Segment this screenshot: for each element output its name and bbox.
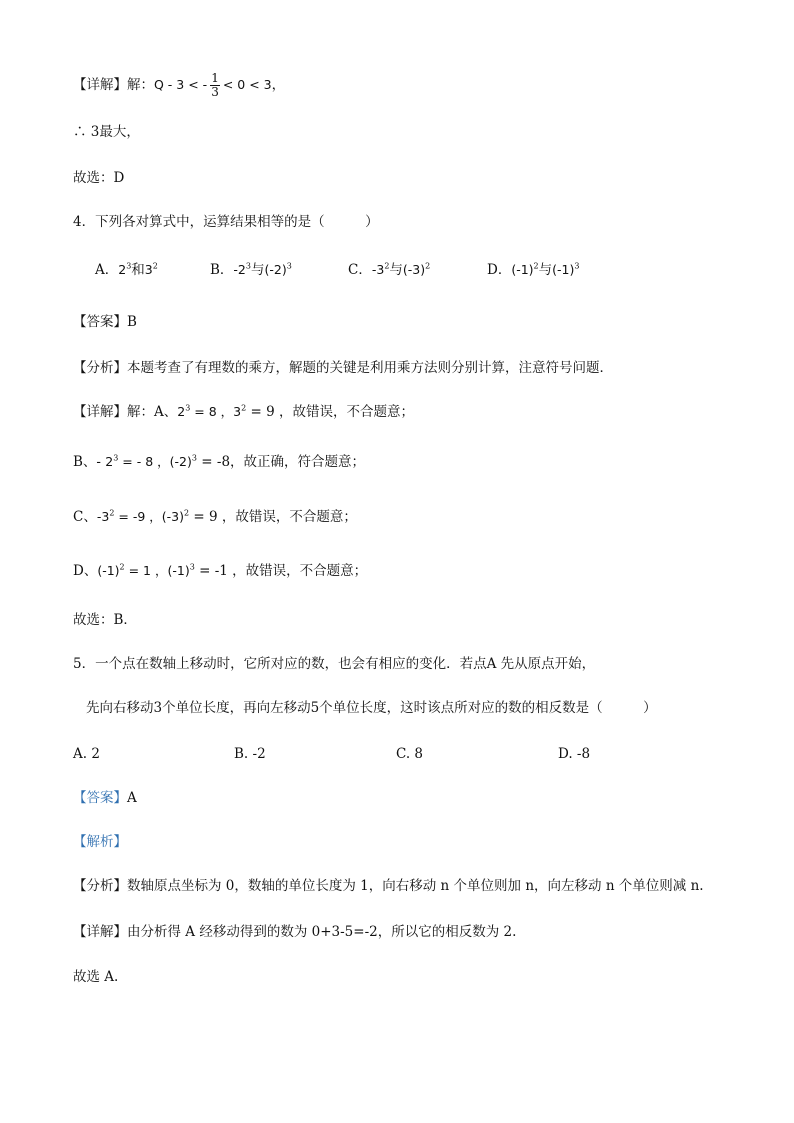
question-4-option-a	[95, 260, 158, 280]
detail-a-prefix: 解：A、	[127, 404, 178, 420]
detail-b-result1: = - 8 ，	[118, 454, 170, 469]
detail-a-base2: 3	[233, 404, 242, 419]
detail-d-exp1: 2	[119, 562, 125, 572]
detail-5	[73, 922, 516, 942]
fraction	[210, 72, 220, 99]
option-a-mid: 和	[131, 262, 145, 278]
option-c-exp2: 2	[425, 261, 431, 271]
question-5-stem-1: 5．一个点在数轴上移动时，它所对应的数，也会有相应的变化．若点A 先从原点开始，	[73, 656, 596, 672]
detail-c-result1: = -9 ，	[114, 509, 162, 524]
answer-tag: 【答案】	[73, 314, 127, 330]
therefore-symbol: ∴	[73, 124, 87, 140]
question-4-stem: 4．下列各对算式中，运算结果相等的是（ ）	[73, 214, 379, 230]
option-d-exp2: 3	[574, 261, 580, 271]
question-4-option-d	[487, 260, 579, 280]
option-b-exp1: 3	[245, 261, 251, 271]
parse-5	[73, 832, 127, 852]
option-d-paren2: (-1)	[552, 262, 575, 277]
detail-tag: 【详解】	[73, 924, 127, 940]
question-5-option-c: C. 8	[396, 746, 424, 762]
detail-b-exp2: 3	[191, 453, 197, 463]
answer-5	[73, 788, 137, 808]
detail-d-prefix: D、	[73, 563, 98, 579]
analysis-4	[73, 358, 613, 378]
option-b-exp2: 3	[286, 261, 292, 271]
detail-tag: 【详解】	[73, 77, 127, 93]
question-4-option-b	[210, 260, 292, 280]
detail-text: 由分析得 A 经移动得到的数为 0+3-5=-2，所以它的相反数为 2.	[127, 924, 517, 940]
option-b-paren: (-2)	[264, 262, 287, 277]
detail-c-exp1: 2	[109, 508, 115, 518]
analysis-text: 本题考查了有理数的乘方，解题的关键是利用乘方法则分别计算，注意符号问题．	[127, 360, 613, 376]
analysis-tag: 【分析】	[73, 878, 127, 894]
choose-5: 故选 A.	[73, 969, 119, 985]
conclusion-text: 3最大，	[86, 124, 140, 140]
detail-b-base1: 2	[105, 454, 114, 469]
option-d-mid: 与	[538, 262, 553, 278]
detail-line-prev	[73, 72, 285, 99]
option-c-base1: -3	[371, 262, 385, 277]
answer-value: B	[127, 314, 137, 330]
detail-4-c	[73, 507, 357, 527]
comma: ，	[271, 77, 286, 93]
option-c-mid: 与	[389, 262, 403, 278]
detail-tag: 【详解】	[73, 404, 127, 420]
detail-d-paren1: (-1)	[97, 563, 120, 578]
detail-d-exp2: 3	[189, 562, 195, 572]
detail-a-result2: = 9 ，故错误，不合题意；	[246, 404, 414, 420]
option-c-paren: (-3)	[402, 262, 426, 277]
detail-d-result2: = -1 ，故错误，不合题意；	[194, 563, 368, 579]
detail-a-base1: 2	[177, 404, 186, 419]
question-5-option-d: D. -8	[558, 746, 591, 762]
option-c-label: C．	[348, 262, 372, 278]
conclusion-line	[73, 122, 140, 142]
detail-4-b	[73, 452, 365, 472]
answer-4	[73, 312, 137, 332]
detail-d-paren2: (-1)	[167, 563, 190, 578]
parse-tag: 【解析】	[73, 834, 127, 850]
option-d-label: D．	[487, 262, 512, 278]
detail-d-result1: = 1 ，	[124, 563, 168, 578]
detail-c-prefix: C、	[73, 509, 97, 525]
detail-b-paren: (-2)	[169, 454, 192, 469]
detail-text: 解：	[127, 77, 154, 93]
detail-c-paren: (-3)	[161, 509, 184, 524]
analysis-text: 数轴原点坐标为 0，数轴的单位长度为 1，向右移动 n 个单位则加 n，向左移动 n 个单位则减 n.	[127, 878, 704, 894]
detail-c-exp2: 2	[183, 508, 190, 518]
option-b-label: B．	[210, 262, 234, 278]
detail-b-exp1: 3	[113, 453, 119, 463]
option-d-exp1: 2	[533, 261, 539, 271]
detail-4-d	[73, 561, 367, 581]
analysis-5	[73, 876, 704, 896]
answer-value: A	[127, 790, 137, 806]
question-5-stem-2: 先向右移动3个单位长度，再向左移动5个单位长度，这时该点所对应的数的相反数是（ ）	[86, 700, 657, 716]
detail-4-a	[73, 402, 414, 422]
option-a-base1: 2	[118, 262, 127, 277]
analysis-tag: 【分析】	[73, 360, 127, 376]
option-b-mid: 与	[250, 262, 265, 278]
detail-a-result1: = 8 ，	[190, 404, 234, 419]
option-a-exp2: 2	[152, 261, 158, 271]
option-a-label: A．	[95, 262, 119, 278]
option-b-base1: -2	[233, 262, 246, 277]
fraction-numerator: 1	[211, 71, 219, 85]
fraction-denominator: 3	[211, 85, 219, 99]
option-a-base2: 3	[144, 262, 153, 277]
detail-b-prefix: B、-	[73, 454, 106, 470]
question-4-option-c	[348, 260, 430, 280]
option-d-paren1: (-1)	[511, 262, 534, 277]
inequality-left: Q - 3 < -	[154, 77, 208, 92]
detail-c-result2: = 9 ，故错误，不合题意；	[189, 509, 357, 525]
answer-tag: 【答案】	[73, 790, 127, 806]
detail-a-exp1: 3	[185, 403, 191, 413]
detail-a-exp2: 2	[241, 403, 247, 413]
option-a-exp1: 3	[126, 261, 132, 271]
detail-b-result2: = -8，故正确，符合题意；	[196, 454, 366, 470]
choose-4: 故选：B．	[73, 612, 137, 628]
detail-c-base1: -3	[96, 509, 110, 524]
question-5-option-a: A. 2	[73, 746, 100, 762]
option-c-exp1: 2	[384, 261, 390, 271]
question-5-option-b: B. -2	[234, 746, 266, 762]
choose-line-prev: 故选：D	[73, 170, 125, 186]
inequality-right: < 0 < 3	[222, 77, 272, 92]
